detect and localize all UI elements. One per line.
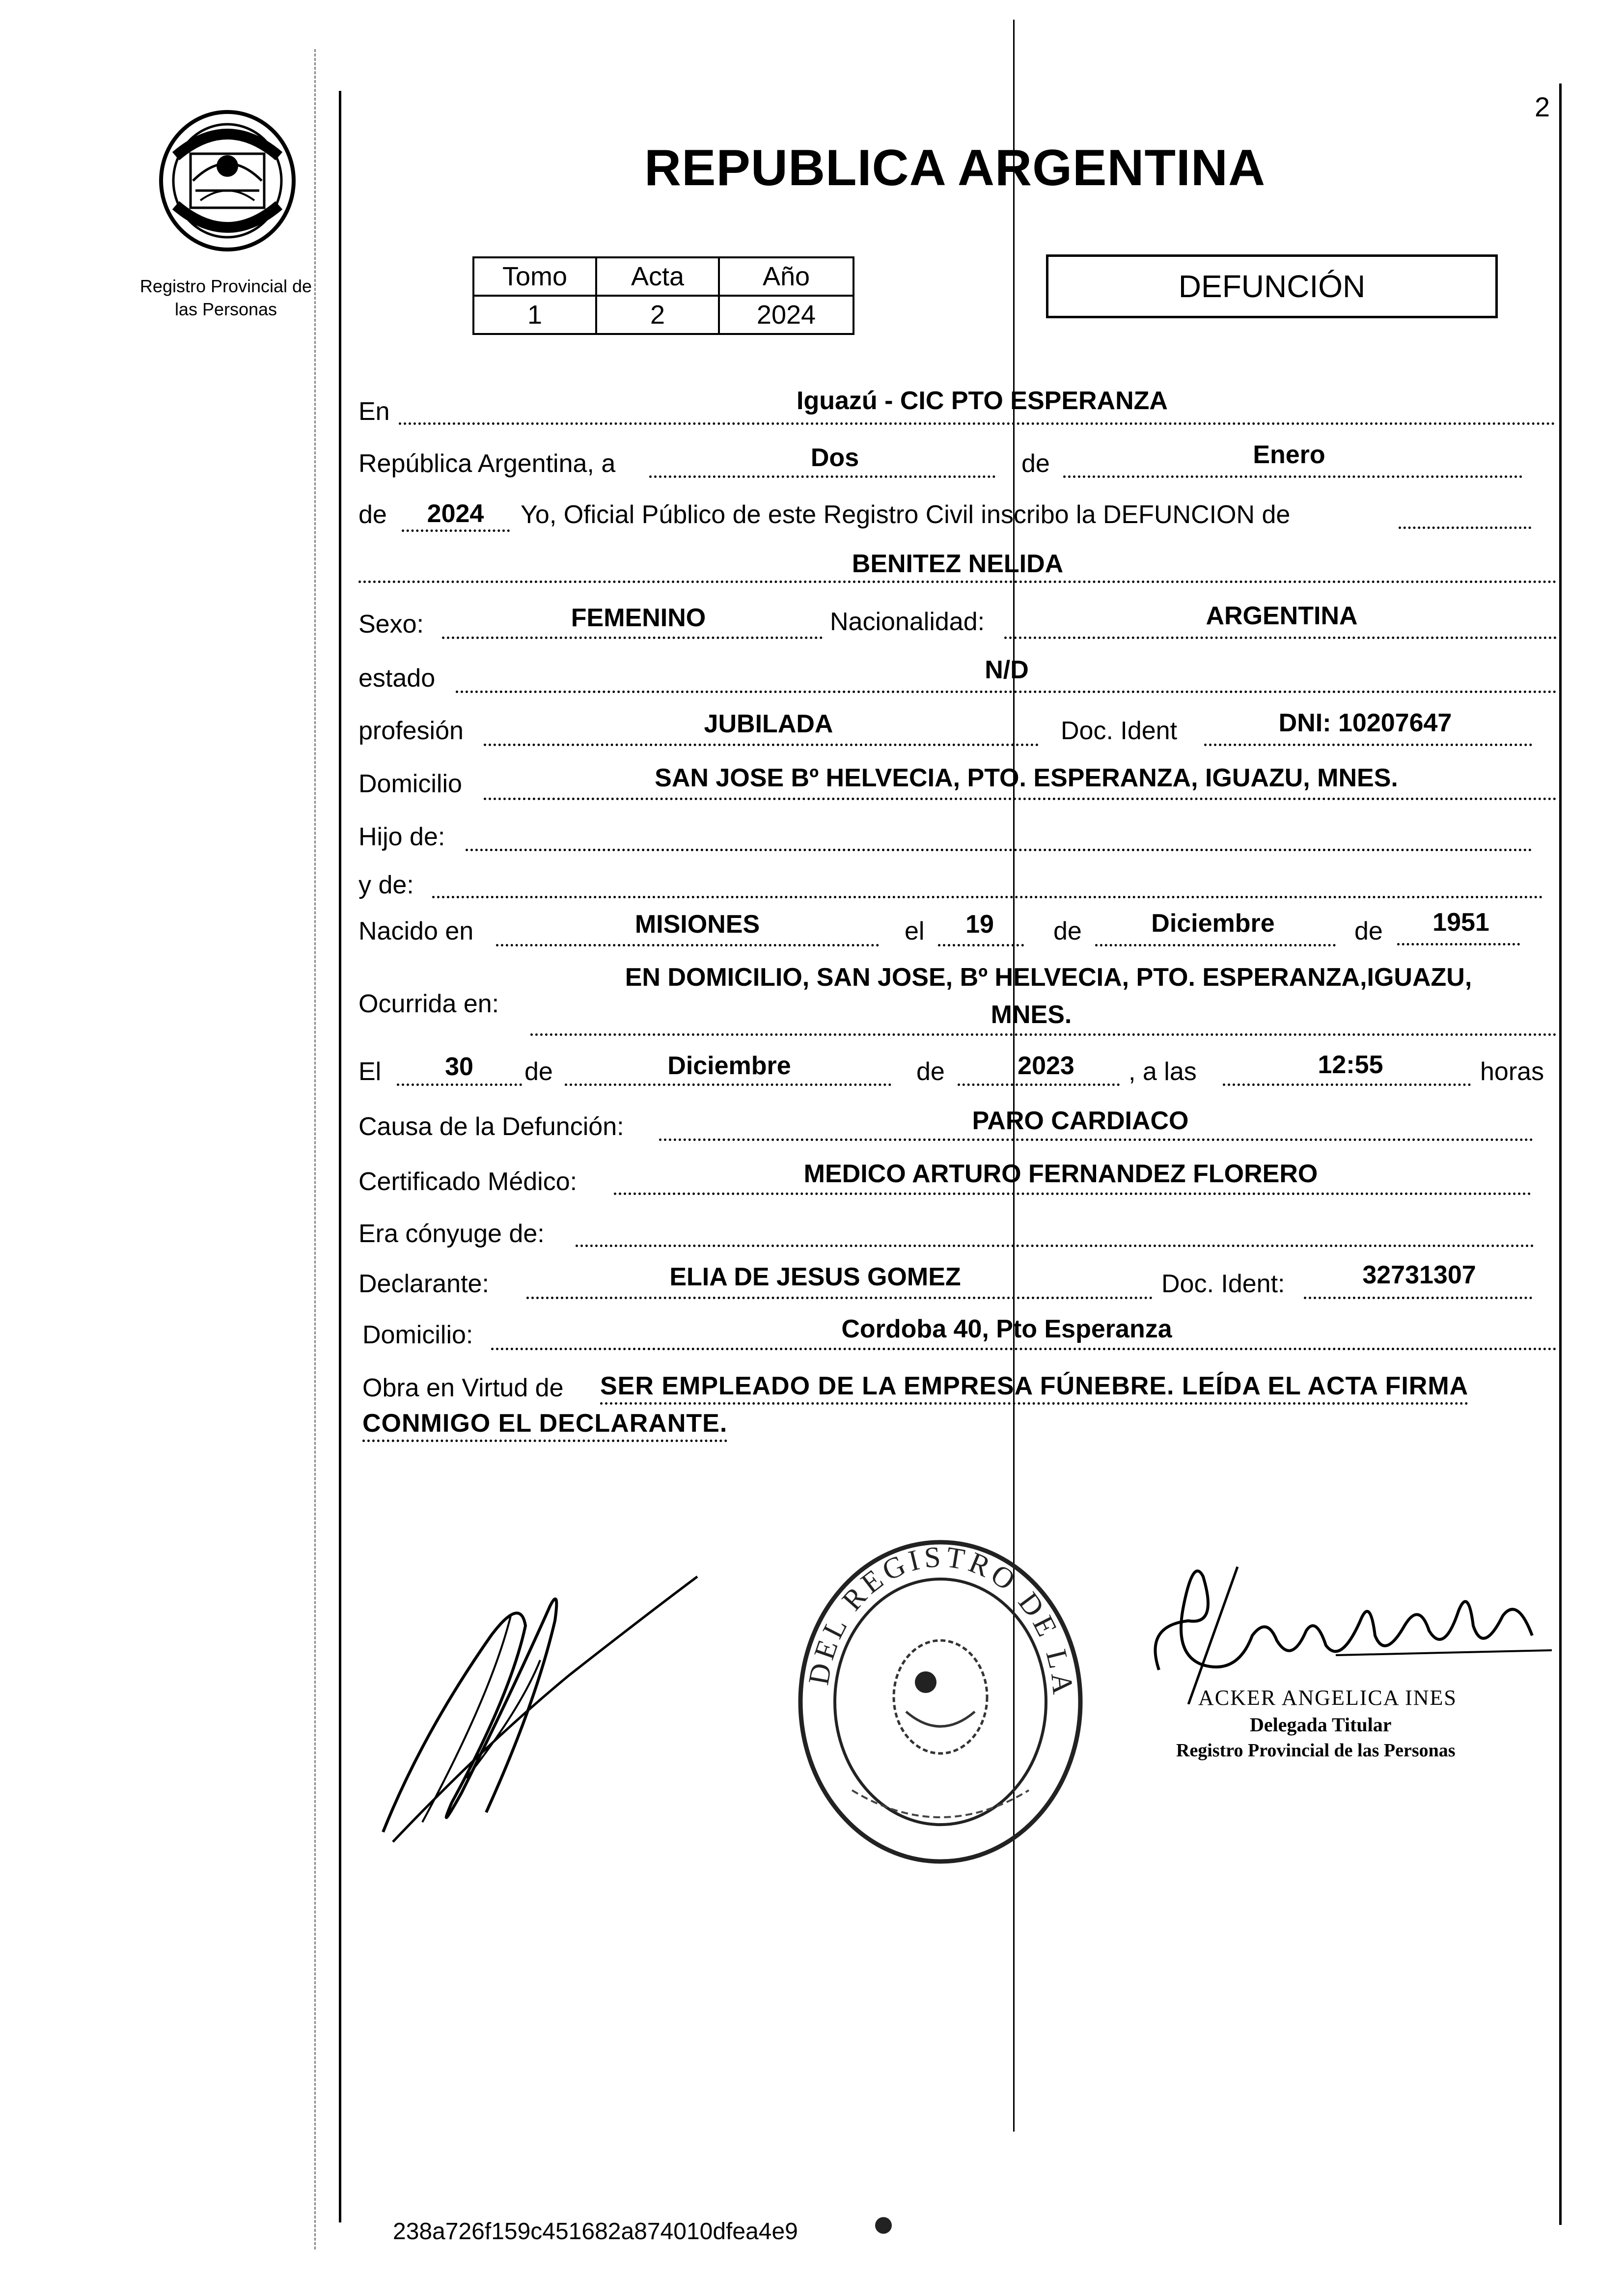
- line-declarant-doc: [1304, 1297, 1532, 1299]
- tomo-header: Tomo: [473, 257, 596, 296]
- occurred-line1: EN DOMICILIO, SAN JOSE, Bº HELVECIA, PTO. ESPERANZA,IGUAZU,: [625, 963, 1472, 992]
- declarant-signature: [363, 1547, 707, 1852]
- line-profession: [484, 744, 1039, 746]
- line-certificate: [614, 1193, 1531, 1195]
- label-declarante: Declarante:: [358, 1270, 489, 1298]
- country-title: REPUBLICA ARGENTINA: [644, 139, 1266, 196]
- address-value: SAN JOSE Bº HELVECIA, PTO. ESPERANZA, IGUAZU, MNES.: [655, 764, 1398, 792]
- reference-table: [472, 256, 854, 335]
- line-yo-tail: [1399, 527, 1531, 529]
- birth-day-value: 19: [965, 910, 994, 939]
- sex-value: FEMENINO: [571, 604, 706, 632]
- record-type: DEFUNCIÓN: [1178, 269, 1366, 304]
- day-word-value: Dos: [810, 444, 859, 472]
- doc-id-value: DNI: 10207647: [1278, 709, 1452, 737]
- declarant-value: ELIA DE JESUS GOMEZ: [669, 1263, 961, 1291]
- right-margin-line: [1559, 83, 1562, 2225]
- line-mother: [432, 896, 1543, 898]
- label-hijo-de: Hijo de:: [358, 823, 445, 851]
- scan-edge-marks: [314, 49, 326, 2249]
- label-doc-ident: Doc. Ident: [1061, 717, 1178, 745]
- death-month-value: Diciembre: [667, 1052, 791, 1080]
- line-occurred: [530, 1033, 1557, 1036]
- birth-place-value: MISIONES: [634, 910, 760, 939]
- label-nacionalidad: Nacionalidad:: [830, 608, 985, 636]
- page-number: 2: [1535, 91, 1550, 122]
- label-y-de: y de:: [358, 871, 414, 899]
- official-signature-scribble-icon: [1129, 1547, 1552, 1704]
- certificate-value: MEDICO ARTURO FERNANDEZ FLORERO: [803, 1160, 1318, 1188]
- record-type-box: [1046, 254, 1498, 318]
- label-de-birth-year: de: [1354, 917, 1383, 945]
- year-value: 2024: [427, 500, 484, 528]
- label-domicilio-declarant: Domicilio:: [362, 1321, 473, 1349]
- svg-text:DEL REGISTRO DE LAS: DEL REGISTRO DE LA: [802, 1540, 1080, 1700]
- death-day-value: 30: [445, 1053, 473, 1081]
- label-certificado: Certificado Médico:: [358, 1167, 578, 1196]
- birth-month-value: Diciembre: [1151, 909, 1275, 938]
- line-death-time: [1223, 1083, 1471, 1086]
- province-seal: [156, 107, 299, 254]
- nationality-value: ARGENTINA: [1206, 602, 1358, 630]
- left-margin-line: [339, 91, 341, 2222]
- label-ocurrida-en: Ocurrida en:: [358, 990, 499, 1018]
- label-profesion: profesión: [358, 717, 464, 745]
- line-cause: [659, 1138, 1533, 1141]
- label-horas: horas: [1480, 1057, 1544, 1086]
- line-place: [399, 422, 1555, 425]
- line-spouse: [576, 1245, 1534, 1247]
- line-year: [402, 529, 510, 532]
- basis-line1: SER EMPLEADO DE LA EMPRESA FÚNEBRE. LEÍDA EL ACTA FIRMA: [600, 1372, 1469, 1400]
- label-conyuge: Era cónyuge de:: [358, 1220, 545, 1248]
- deceased-value: BENITEZ NELIDA: [852, 550, 1064, 578]
- label-de-death-month: de: [524, 1057, 553, 1086]
- document-hash: 238a726f159c451682a874010dfea4e9: [393, 2219, 798, 2245]
- province-seal-icon: [156, 107, 299, 254]
- line-birth-month: [1095, 944, 1336, 946]
- line-sex: [442, 637, 823, 639]
- line-father: [466, 849, 1532, 851]
- label-domicilio: Domicilio: [358, 770, 462, 798]
- declarant-doc-value: 32731307: [1362, 1261, 1476, 1289]
- line-declarant: [526, 1297, 1153, 1299]
- cause-value: PARO CARDIACO: [972, 1107, 1189, 1135]
- line-deceased: [358, 581, 1557, 583]
- signatory-role: Delegada Titular: [1250, 1714, 1392, 1736]
- registry-label-line1: Registro Provincial de: [139, 276, 312, 296]
- footer-mark-icon: [875, 2217, 892, 2234]
- label-de-death-year: de: [916, 1057, 945, 1086]
- label-a-las: , a las: [1129, 1057, 1197, 1086]
- label-doc-ident-declarant: Doc. Ident:: [1161, 1270, 1285, 1298]
- acta-value: 2: [596, 296, 719, 334]
- label-yo: Yo, Oficial Público de este Registro Civil inscribo la DEFUNCION de: [521, 500, 1291, 529]
- declarant-address-value: Cordoba 40, Pto Esperanza: [841, 1315, 1172, 1343]
- label-el-death: El: [358, 1057, 382, 1086]
- label-de-month: de: [1021, 449, 1050, 478]
- registry-label: [118, 275, 334, 321]
- acta-header: Acta: [596, 257, 719, 296]
- line-death-day: [397, 1083, 522, 1086]
- label-estado: estado: [358, 664, 436, 693]
- anio-value: 2024: [719, 296, 853, 334]
- label-el: el: [905, 917, 925, 945]
- label-nacido-en: Nacido en: [358, 917, 474, 945]
- line-death-month: [565, 1083, 891, 1086]
- line-day-word: [649, 475, 995, 478]
- label-obra: Obra en Virtud de: [362, 1374, 564, 1402]
- basis-line2: CONMIGO EL DECLARANTE.: [362, 1409, 728, 1438]
- occurred-line2: MNES.: [991, 1000, 1072, 1029]
- line-address: [484, 798, 1557, 800]
- line-nationality: [1004, 637, 1557, 639]
- line-declarant-address: [491, 1348, 1557, 1350]
- official-signature: [1129, 1547, 1552, 1704]
- signatory-office: Registro Provincial de las Personas: [1176, 1740, 1456, 1761]
- profession-value: JUBILADA: [704, 710, 833, 738]
- registry-label-line2: las Personas: [174, 299, 277, 319]
- month-value: Enero: [1253, 441, 1325, 469]
- label-en: En: [358, 397, 390, 426]
- tomo-value: 1: [473, 296, 596, 334]
- label-republica: República Argentina, a: [358, 449, 616, 478]
- civil-status-value: N/D: [985, 656, 1029, 684]
- line-death-year: [958, 1083, 1120, 1086]
- death-time-value: 12:55: [1318, 1051, 1383, 1079]
- line-month: [1063, 475, 1522, 478]
- anio-header: Año: [719, 257, 853, 296]
- signature-scribble-icon: [363, 1547, 707, 1852]
- line-civil-status: [456, 691, 1557, 693]
- line-birth-place: [496, 944, 879, 946]
- label-de-birth-month: de: [1053, 917, 1082, 945]
- label-sexo: Sexo:: [358, 610, 424, 638]
- official-stamp: [793, 1535, 1088, 1869]
- label-de-year: de: [358, 500, 387, 529]
- death-year-value: 2023: [1018, 1052, 1074, 1080]
- line-birth-year: [1397, 943, 1520, 945]
- birth-year-value: 1951: [1432, 908, 1489, 937]
- registry-stamp-icon: [793, 1535, 1088, 1869]
- place-value: Iguazú - CIC PTO ESPERANZA: [797, 387, 1168, 415]
- line-birth-day: [938, 944, 1024, 946]
- signatory-name: ACKER ANGELICA INES: [1198, 1686, 1457, 1710]
- line-doc-id: [1204, 744, 1532, 746]
- label-causa: Causa de la Defunción:: [358, 1112, 624, 1141]
